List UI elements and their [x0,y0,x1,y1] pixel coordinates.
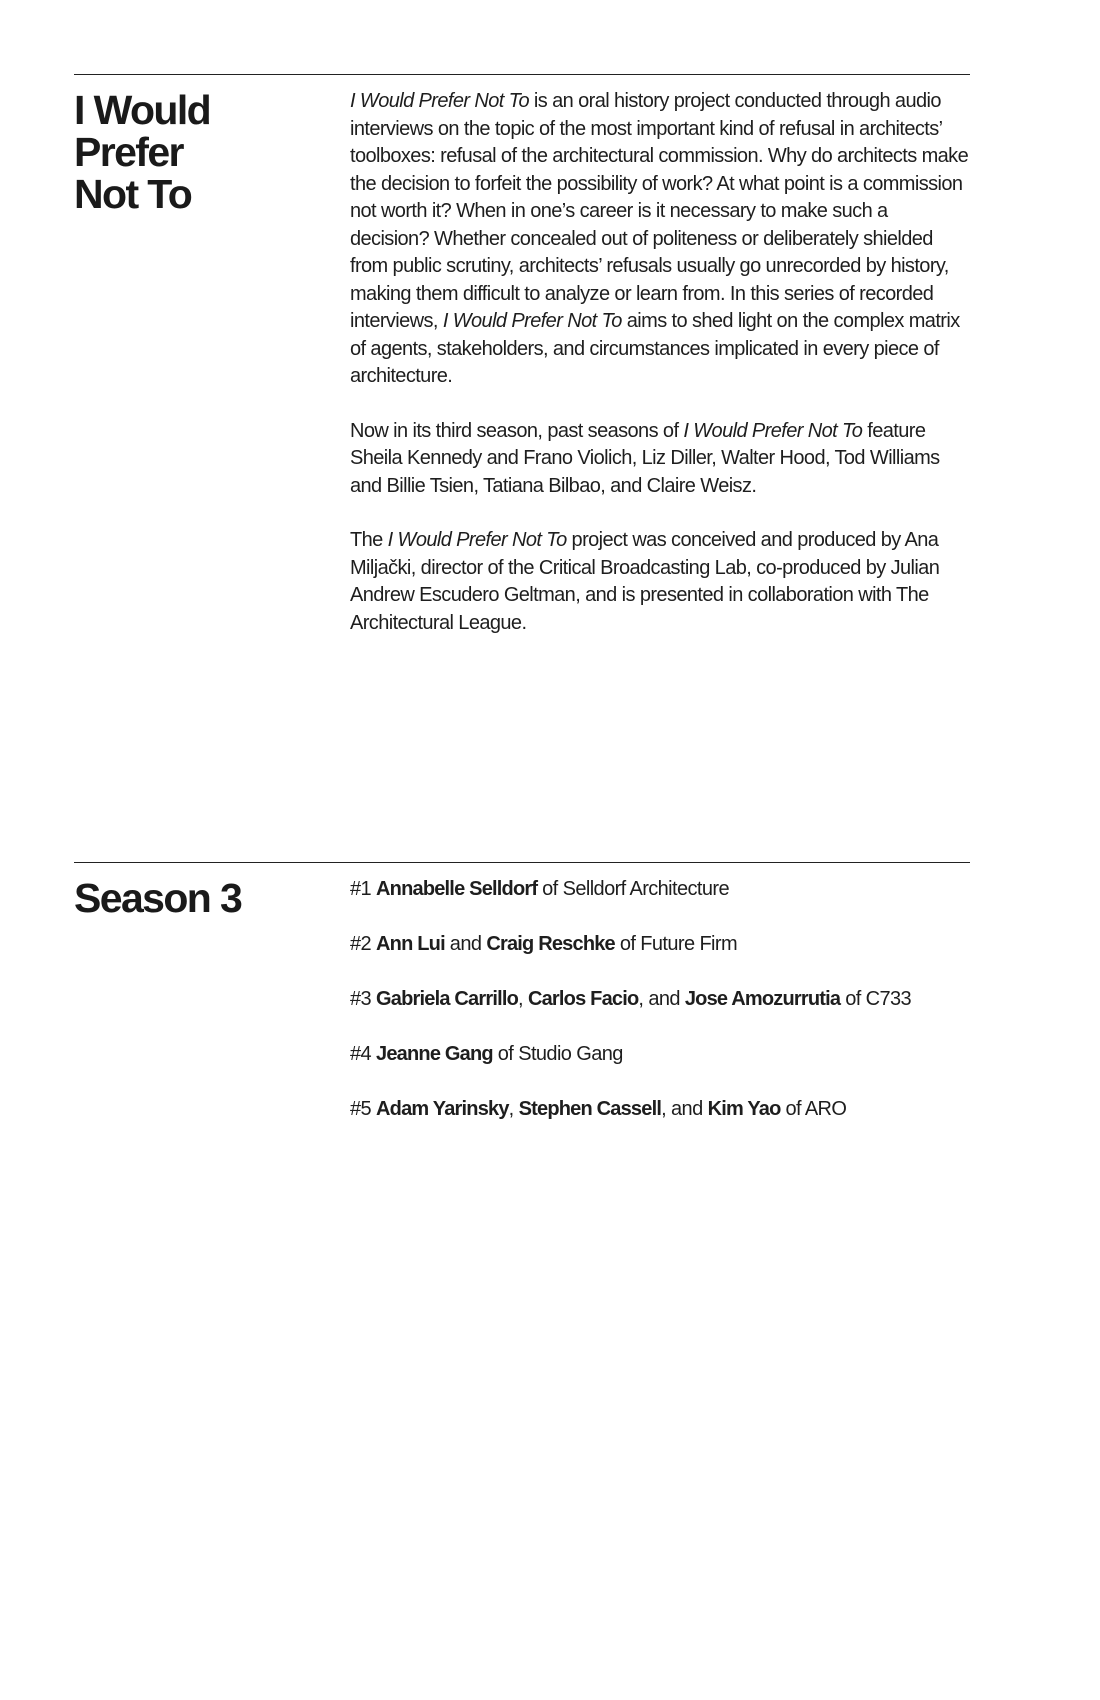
guest-name: Carlos Facio [527,988,639,1010]
episode-item [350,931,980,959]
episode-firm: of Studio Gang [492,1043,623,1065]
guest-name: Jose Amozurrutia [684,988,841,1010]
episode-list [350,876,980,1151]
guest-name: Jeanne Gang [376,1043,493,1065]
episode-number: #1 [350,878,377,900]
episode-item [350,986,980,1014]
guest-name: Ann Lui [376,933,445,955]
episode-number: #4 [350,1043,377,1065]
guest-name: Adam Yarinsky [376,1098,509,1120]
project-title: I Would Prefer Not To [387,529,567,551]
intro-heading [74,89,334,215]
paragraph-text: is an oral history project conducted through audio interviews on the topic of the most important kind of refusal in architects’ toolboxes: refusal of the architectural commission. Why do architects make the decision to forfeit the possibility of work? At what point is a commission not worth it? When in one’s career is it necessary to make such a decision? Whether concealed out of politeness or deliberately shielded from public scrutiny, architects’ refusals usually go unrecorded by history, making them difficult to analyze or learn from. In this series of recorded interviews, [350,90,969,332]
name-separator: , [508,1098,519,1120]
intro-paragraph-2 [350,418,970,501]
name-separator: , and [638,988,685,1010]
paragraph-text: aims to shed light on the complex matrix of agents, stakeholders, and circumstances implicated in every piece of architecture. [350,310,960,387]
project-title: I Would Prefer Not To [350,90,529,112]
season-section [74,862,970,1120]
intro-section [74,74,970,634]
project-title: I Would Prefer Not To [683,419,863,442]
intro-heading-line: Not To [74,171,192,217]
episode-number: #5 [350,1098,377,1120]
episode-item [350,876,980,904]
guest-name: Craig Reschke [486,933,615,955]
episode-number: #2 [350,933,377,955]
episode-firm: of Future Firm [614,933,738,955]
name-separator: , and [661,1098,708,1120]
intro-paragraph-3 [350,527,970,637]
name-separator: , [518,988,528,1010]
episode-firm: of C733 [840,988,912,1010]
episode-firm: of ARO [780,1098,847,1120]
episode-item [350,1096,980,1124]
episode-item [350,1041,980,1069]
paragraph-text: project was conceived and produced by Ana Miljački, director of the Critical Broadcasting Lab, co-produced by Julian Andrew Escudero Geltman, and is presented in collaboration with The Architectural League. [350,529,940,634]
intro-heading-line: I Would [74,87,211,133]
intro-body [350,88,970,664]
episode-firm: of Selldorf Architecture [537,878,729,900]
guest-name: Stephen Cassell [518,1098,662,1120]
name-separator: and [444,933,487,955]
season-heading: Season 3 [74,875,242,921]
guest-name: Annabelle Selldorf [376,878,538,900]
paragraph-text: Now in its third season, past seasons of [350,419,684,442]
intro-heading-line: Prefer [74,129,183,175]
guest-name: Kim Yao [707,1098,781,1120]
paragraph-text: feature Sheila Kennedy and Frano Violich, Liz Diller, Walter Hood, Tod Williams and Billie Tsien, Tatiana Bilbao, and Claire Weisz. [350,419,940,497]
episode-number: #3 [350,988,377,1010]
paragraph-text: The [350,529,388,551]
project-title: I Would Prefer Not To [442,310,622,332]
intro-paragraph-1 [350,88,970,391]
guest-name: Gabriela Carrillo [376,988,519,1010]
